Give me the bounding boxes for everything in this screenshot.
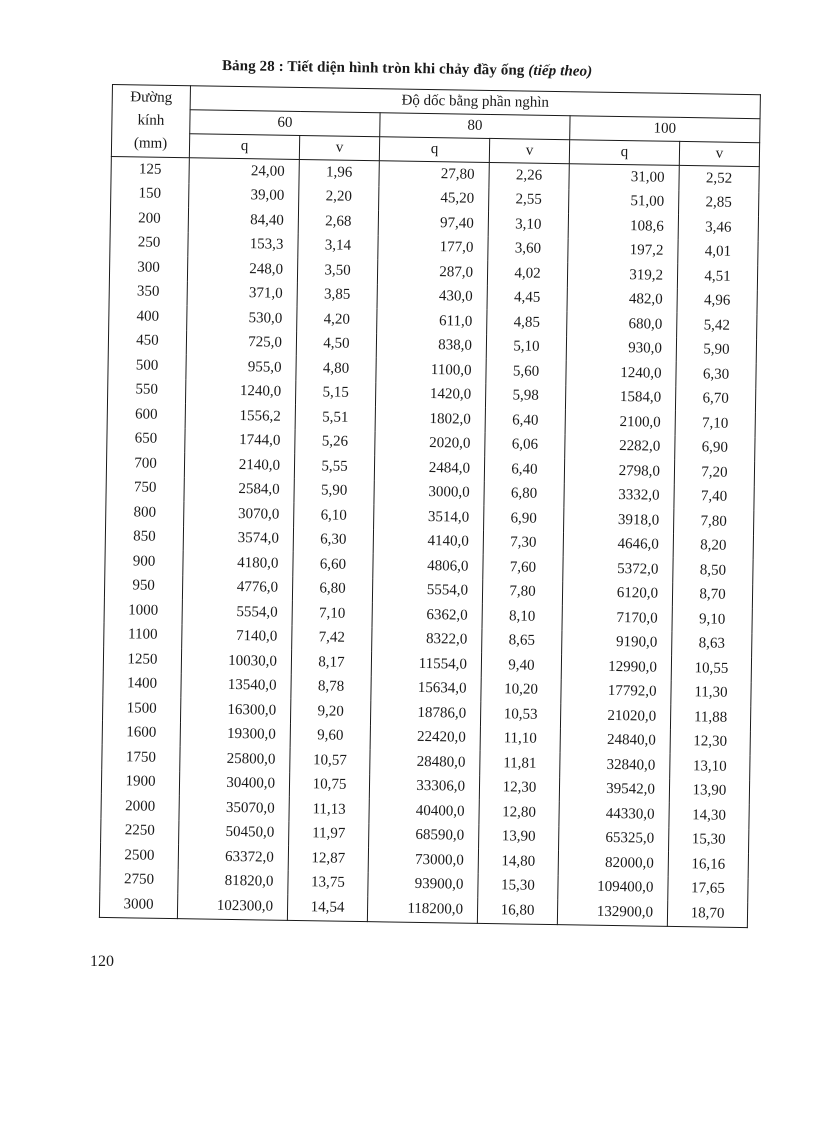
v60-cell: 4,80 bbox=[296, 356, 376, 382]
v60-cell: 8,78 bbox=[291, 674, 371, 700]
q100-cell: 319,2 bbox=[567, 262, 677, 288]
table-body bbox=[99, 156, 759, 927]
table-title-continued: (tiếp theo) bbox=[528, 62, 593, 80]
v100-cell: 5,90 bbox=[676, 337, 756, 363]
table-container bbox=[99, 84, 761, 928]
v-header: v bbox=[489, 138, 569, 163]
q80-cell: 6362,0 bbox=[372, 602, 482, 628]
q100-cell: 5372,0 bbox=[563, 556, 673, 582]
q100-cell: 82000,0 bbox=[558, 850, 668, 876]
q100-cell: 17792,0 bbox=[561, 679, 671, 705]
v80-cell: 7,60 bbox=[483, 555, 563, 581]
diameter-header-line: (mm) bbox=[133, 135, 168, 152]
v60-cell: 5,90 bbox=[294, 478, 374, 504]
v100-cell: 8,50 bbox=[673, 558, 753, 584]
v60-cell: 6,10 bbox=[294, 503, 374, 529]
diameter-cell: 650 bbox=[107, 426, 185, 452]
diameter-cell: 800 bbox=[106, 500, 184, 526]
v60-cell: 5,15 bbox=[295, 380, 375, 406]
v100-cell: 18,70 bbox=[667, 901, 747, 927]
v80-cell: 10,20 bbox=[481, 677, 561, 703]
q80-cell: 1420,0 bbox=[375, 382, 485, 408]
q100-cell: 3918,0 bbox=[564, 507, 674, 533]
diameter-cell: 1000 bbox=[104, 598, 182, 624]
v80-cell: 5,60 bbox=[486, 359, 566, 385]
v80-cell: 6,40 bbox=[485, 408, 565, 434]
q100-cell: 44330,0 bbox=[559, 801, 669, 827]
q60-cell: 1744,0 bbox=[185, 428, 295, 454]
q80-cell: 4806,0 bbox=[373, 553, 483, 579]
v100-cell: 6,90 bbox=[675, 435, 755, 461]
v80-cell: 6,40 bbox=[484, 457, 564, 483]
q60-cell: 19300,0 bbox=[180, 722, 290, 748]
q80-cell: 177,0 bbox=[378, 235, 488, 261]
v80-cell: 6,80 bbox=[484, 481, 564, 507]
q60-cell: 10030,0 bbox=[181, 648, 291, 674]
q60-cell: 24,00 bbox=[189, 158, 299, 185]
q60-cell: 1240,0 bbox=[185, 379, 295, 405]
q60-cell: 84,40 bbox=[188, 207, 298, 233]
v60-cell: 12,87 bbox=[288, 846, 368, 872]
v60-cell: 5,51 bbox=[295, 405, 375, 431]
v100-cell: 8,70 bbox=[672, 582, 752, 608]
v60-cell: 3,50 bbox=[297, 258, 377, 284]
q100-cell: 32840,0 bbox=[560, 752, 670, 778]
q100-cell: 2100,0 bbox=[565, 409, 675, 435]
v100-cell: 15,30 bbox=[669, 827, 749, 853]
q80-cell: 27,80 bbox=[379, 161, 489, 188]
v60-cell: 8,17 bbox=[291, 650, 371, 676]
diameter-cell: 1250 bbox=[103, 647, 181, 673]
v80-cell: 12,30 bbox=[479, 775, 559, 801]
q60-cell: 2584,0 bbox=[184, 477, 294, 503]
v60-cell: 11,97 bbox=[289, 821, 369, 847]
v80-cell: 2,55 bbox=[489, 187, 569, 213]
q-header: q bbox=[189, 134, 299, 160]
q60-cell: 39,00 bbox=[189, 183, 299, 209]
diameter-cell: 550 bbox=[108, 377, 186, 403]
diameter-cell: 600 bbox=[107, 402, 185, 428]
v100-cell: 17,65 bbox=[668, 876, 748, 902]
diameter-cell: 950 bbox=[104, 573, 182, 599]
v80-cell: 3,10 bbox=[488, 212, 568, 238]
diameter-header-line: Đường bbox=[130, 89, 173, 106]
v80-cell: 2,26 bbox=[489, 162, 569, 188]
v100-cell: 16,16 bbox=[668, 852, 748, 878]
v80-cell: 12,80 bbox=[479, 800, 559, 826]
q80-cell: 8322,0 bbox=[372, 627, 482, 653]
q80-cell: 33306,0 bbox=[369, 774, 479, 800]
v60-cell: 9,60 bbox=[290, 723, 370, 749]
diameter-cell: 1500 bbox=[103, 696, 181, 722]
q60-cell: 2140,0 bbox=[184, 452, 294, 478]
diameter-cell: 1100 bbox=[104, 622, 182, 648]
diameter-cell: 1600 bbox=[102, 720, 180, 746]
v80-cell: 3,60 bbox=[488, 236, 568, 262]
q80-cell: 1100,0 bbox=[376, 357, 486, 383]
q100-cell: 4646,0 bbox=[563, 532, 673, 558]
q100-cell: 21020,0 bbox=[560, 703, 670, 729]
diameter-cell: 2250 bbox=[101, 818, 179, 844]
v80-cell: 16,80 bbox=[477, 898, 557, 924]
slope-80-header: 80 bbox=[380, 113, 570, 140]
diameter-header-line: kính bbox=[137, 112, 165, 129]
table-title-main: Bảng 28 : Tiết diện hình tròn khi chảy đầy ống bbox=[221, 58, 525, 79]
q60-cell: 4180,0 bbox=[183, 550, 293, 576]
q60-cell: 955,0 bbox=[186, 354, 296, 380]
q60-cell: 25800,0 bbox=[180, 746, 290, 772]
q60-cell: 4776,0 bbox=[182, 575, 292, 601]
v60-cell: 10,75 bbox=[289, 772, 369, 798]
v80-cell: 4,45 bbox=[487, 285, 567, 311]
q100-cell: 108,6 bbox=[568, 213, 678, 239]
diameter-cell: 500 bbox=[108, 353, 186, 379]
q80-cell: 5554,0 bbox=[372, 578, 482, 604]
q60-cell: 530,0 bbox=[187, 305, 297, 331]
v80-cell: 10,53 bbox=[480, 702, 560, 728]
v80-cell: 4,02 bbox=[487, 261, 567, 287]
v-header: v bbox=[679, 141, 759, 166]
q80-cell: 3514,0 bbox=[374, 504, 484, 530]
v60-cell: 4,20 bbox=[297, 307, 377, 333]
v80-cell: 14,80 bbox=[478, 849, 558, 875]
q80-cell: 1802,0 bbox=[375, 406, 485, 432]
q100-cell: 12990,0 bbox=[561, 654, 671, 680]
v100-cell: 10,55 bbox=[671, 656, 751, 682]
v-header: v bbox=[299, 135, 379, 160]
diameter-cell: 1900 bbox=[101, 769, 179, 795]
q100-cell: 482,0 bbox=[567, 287, 677, 313]
v100-cell: 8,20 bbox=[673, 533, 753, 559]
q60-cell: 13540,0 bbox=[181, 673, 291, 699]
q60-cell: 30400,0 bbox=[179, 771, 289, 797]
q60-cell: 3574,0 bbox=[183, 526, 293, 552]
q100-cell: 6120,0 bbox=[562, 581, 672, 607]
v60-cell: 6,30 bbox=[293, 527, 373, 553]
v80-cell: 15,30 bbox=[478, 873, 558, 899]
q60-cell: 5554,0 bbox=[182, 599, 292, 625]
v100-cell: 4,51 bbox=[677, 264, 757, 290]
v60-cell: 7,42 bbox=[292, 625, 372, 651]
v100-cell: 4,96 bbox=[677, 288, 757, 314]
v60-cell: 7,10 bbox=[292, 601, 372, 627]
q60-cell: 16300,0 bbox=[180, 697, 290, 723]
v60-cell: 9,20 bbox=[290, 699, 370, 725]
q80-cell: 430,0 bbox=[377, 284, 487, 310]
q100-cell: 51,00 bbox=[569, 189, 679, 215]
v100-cell: 13,10 bbox=[670, 754, 750, 780]
diameter-cell: 350 bbox=[109, 279, 187, 305]
q100-cell: 2798,0 bbox=[564, 458, 674, 484]
v80-cell: 13,90 bbox=[479, 824, 559, 850]
v100-cell: 6,30 bbox=[676, 362, 756, 388]
v60-cell: 2,68 bbox=[298, 209, 378, 235]
q80-cell: 93900,0 bbox=[368, 872, 478, 898]
v100-cell: 4,01 bbox=[678, 239, 758, 265]
q60-cell: 1556,2 bbox=[185, 403, 295, 429]
q60-cell: 3070,0 bbox=[184, 501, 294, 527]
q100-cell: 24840,0 bbox=[560, 728, 670, 754]
q80-cell: 118200,0 bbox=[367, 896, 477, 923]
diameter-cell: 2000 bbox=[101, 794, 179, 820]
v100-cell: 11,88 bbox=[670, 705, 750, 731]
v100-cell: 2,85 bbox=[679, 190, 759, 216]
v80-cell: 9,40 bbox=[481, 653, 561, 679]
v100-cell: 7,40 bbox=[674, 484, 754, 510]
v60-cell: 11,13 bbox=[289, 797, 369, 823]
diameter-cell: 450 bbox=[108, 328, 186, 354]
diameter-cell: 200 bbox=[110, 206, 188, 232]
v60-cell: 5,26 bbox=[295, 429, 375, 455]
q80-cell: 28480,0 bbox=[370, 749, 480, 775]
diameter-header bbox=[111, 85, 190, 158]
v60-cell: 13,75 bbox=[288, 870, 368, 896]
v60-cell: 6,60 bbox=[293, 552, 373, 578]
q100-cell: 109400,0 bbox=[558, 875, 668, 901]
diameter-cell: 900 bbox=[105, 549, 183, 575]
slope-100-header: 100 bbox=[570, 116, 760, 143]
v80-cell: 8,10 bbox=[482, 604, 562, 630]
q60-cell: 248,0 bbox=[187, 256, 297, 282]
v80-cell: 6,06 bbox=[485, 432, 565, 458]
v100-cell: 12,30 bbox=[670, 729, 750, 755]
q80-cell: 2020,0 bbox=[375, 431, 485, 457]
diameter-cell: 2750 bbox=[100, 867, 178, 893]
diameter-cell: 750 bbox=[106, 475, 184, 501]
v100-cell: 11,30 bbox=[671, 680, 751, 706]
q60-cell: 63372,0 bbox=[178, 844, 288, 870]
v60-cell: 2,20 bbox=[299, 184, 379, 210]
diameter-cell: 3000 bbox=[99, 892, 177, 918]
q80-cell: 611,0 bbox=[377, 308, 487, 334]
v100-cell: 13,90 bbox=[669, 778, 749, 804]
diameter-cell: 125 bbox=[111, 156, 189, 182]
v60-cell: 1,96 bbox=[299, 159, 379, 185]
q80-cell: 838,0 bbox=[376, 333, 486, 359]
q80-cell: 18786,0 bbox=[370, 700, 480, 726]
v60-cell: 3,14 bbox=[298, 233, 378, 259]
diameter-cell: 1750 bbox=[102, 745, 180, 771]
diameter-cell: 2500 bbox=[100, 843, 178, 869]
diameter-cell: 850 bbox=[105, 524, 183, 550]
q100-cell: 39542,0 bbox=[559, 777, 669, 803]
v80-cell: 7,30 bbox=[483, 530, 563, 556]
q100-cell: 2282,0 bbox=[565, 434, 675, 460]
v100-cell: 6,70 bbox=[675, 386, 755, 412]
q60-cell: 371,0 bbox=[187, 281, 297, 307]
q-header: q bbox=[379, 137, 489, 163]
q100-cell: 132900,0 bbox=[557, 899, 667, 926]
v60-cell: 5,55 bbox=[294, 454, 374, 480]
q100-cell: 1584,0 bbox=[565, 385, 675, 411]
q100-cell: 930,0 bbox=[566, 336, 676, 362]
v100-cell: 8,63 bbox=[672, 631, 752, 657]
diameter-cell: 250 bbox=[110, 230, 188, 256]
v100-cell: 7,20 bbox=[674, 460, 754, 486]
q60-cell: 725,0 bbox=[186, 330, 296, 356]
v60-cell: 6,80 bbox=[292, 576, 372, 602]
q100-cell: 7170,0 bbox=[562, 605, 672, 631]
q60-cell: 102300,0 bbox=[177, 893, 287, 920]
q80-cell: 97,40 bbox=[378, 210, 488, 236]
v80-cell: 5,98 bbox=[485, 383, 565, 409]
q80-cell: 68590,0 bbox=[369, 823, 479, 849]
diameter-cell: 150 bbox=[111, 181, 189, 207]
q60-cell: 7140,0 bbox=[182, 624, 292, 650]
q80-cell: 4140,0 bbox=[373, 529, 483, 555]
q80-cell: 15634,0 bbox=[371, 676, 481, 702]
q-header: q bbox=[569, 140, 679, 166]
v80-cell: 11,10 bbox=[480, 726, 560, 752]
v100-cell: 2,52 bbox=[679, 165, 759, 191]
v80-cell: 5,10 bbox=[486, 334, 566, 360]
q60-cell: 50450,0 bbox=[179, 820, 289, 846]
diameter-cell: 400 bbox=[109, 304, 187, 330]
q80-cell: 45,20 bbox=[379, 186, 489, 212]
q80-cell: 2484,0 bbox=[374, 455, 484, 481]
v80-cell: 11,81 bbox=[480, 751, 560, 777]
q100-cell: 3332,0 bbox=[564, 483, 674, 509]
v100-cell: 14,30 bbox=[669, 803, 749, 829]
q100-cell: 31,00 bbox=[569, 164, 679, 191]
diameter-cell: 700 bbox=[106, 451, 184, 477]
v100-cell: 7,10 bbox=[675, 411, 755, 437]
v100-cell: 3,46 bbox=[678, 215, 758, 241]
v80-cell: 8,65 bbox=[482, 628, 562, 654]
v60-cell: 10,57 bbox=[290, 748, 370, 774]
q100-cell: 9190,0 bbox=[562, 630, 672, 656]
q80-cell: 73000,0 bbox=[368, 847, 478, 873]
v100-cell: 9,10 bbox=[672, 607, 752, 633]
q80-cell: 22420,0 bbox=[370, 725, 480, 751]
q80-cell: 3000,0 bbox=[374, 480, 484, 506]
v60-cell: 3,85 bbox=[297, 282, 377, 308]
v100-cell: 5,42 bbox=[677, 313, 757, 339]
slope-60-header: 60 bbox=[190, 110, 380, 137]
v80-cell: 7,80 bbox=[482, 579, 562, 605]
slope-header: Độ dốc bằng phần nghìn bbox=[190, 86, 760, 119]
q100-cell: 197,2 bbox=[568, 238, 678, 264]
q100-cell: 1240,0 bbox=[566, 360, 676, 386]
q60-cell: 153,3 bbox=[188, 232, 298, 258]
q80-cell: 40400,0 bbox=[369, 798, 479, 824]
v80-cell: 6,90 bbox=[484, 506, 564, 532]
v100-cell: 7,80 bbox=[674, 509, 754, 535]
flow-table bbox=[99, 84, 761, 928]
q60-cell: 35070,0 bbox=[179, 795, 289, 821]
page-number: 120 bbox=[90, 953, 114, 970]
v80-cell: 4,85 bbox=[487, 310, 567, 336]
q100-cell: 65325,0 bbox=[559, 826, 669, 852]
q100-cell: 680,0 bbox=[567, 311, 677, 337]
q80-cell: 11554,0 bbox=[371, 651, 481, 677]
diameter-cell: 300 bbox=[109, 255, 187, 281]
v60-cell: 4,50 bbox=[296, 331, 376, 357]
diameter-cell: 1400 bbox=[103, 671, 181, 697]
v60-cell: 14,54 bbox=[287, 895, 367, 921]
table-title bbox=[222, 58, 682, 82]
q80-cell: 287,0 bbox=[377, 259, 487, 285]
q60-cell: 81820,0 bbox=[178, 869, 288, 895]
